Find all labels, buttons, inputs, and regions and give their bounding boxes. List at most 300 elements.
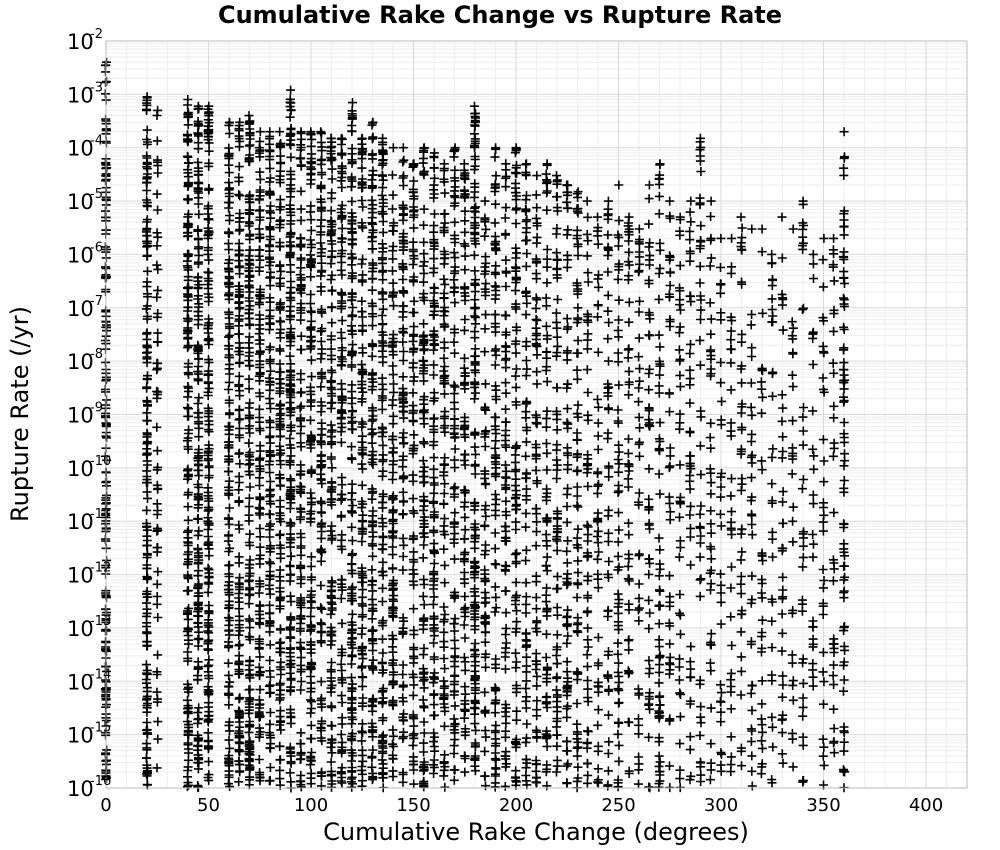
data-point xyxy=(338,778,347,787)
data-point xyxy=(439,617,448,626)
data-point xyxy=(399,372,408,381)
data-point xyxy=(480,521,489,530)
data-point xyxy=(357,418,366,427)
data-point xyxy=(389,143,398,152)
data-point xyxy=(430,512,439,521)
data-point xyxy=(512,716,521,725)
data-point xyxy=(317,354,326,363)
data-point xyxy=(542,781,551,790)
data-point xyxy=(327,206,336,215)
data-point xyxy=(563,346,572,355)
data-point xyxy=(429,465,438,474)
data-point xyxy=(563,380,572,389)
data-point xyxy=(451,614,460,623)
data-point xyxy=(275,766,284,775)
data-point xyxy=(327,771,336,780)
data-point xyxy=(563,314,572,323)
data-point xyxy=(409,691,418,700)
data-point xyxy=(153,650,162,659)
data-point xyxy=(389,380,398,389)
data-point xyxy=(552,383,561,392)
data-point xyxy=(409,430,418,439)
data-point xyxy=(470,266,479,275)
data-point xyxy=(204,564,213,573)
data-point xyxy=(307,226,316,235)
data-point xyxy=(532,517,541,526)
data-point xyxy=(388,700,397,709)
data-point xyxy=(553,192,562,201)
data-point xyxy=(153,228,162,237)
data-point xyxy=(357,663,366,672)
data-point xyxy=(327,439,336,448)
data-point xyxy=(409,471,418,480)
data-point xyxy=(471,450,480,459)
data-point xyxy=(327,688,336,697)
data-point xyxy=(255,559,264,568)
data-point xyxy=(194,393,203,402)
data-point xyxy=(307,734,316,743)
data-point xyxy=(142,154,151,163)
data-point xyxy=(327,587,336,596)
data-point xyxy=(245,246,254,255)
data-point xyxy=(574,401,583,410)
data-point xyxy=(276,554,285,563)
data-point xyxy=(287,403,296,412)
data-point xyxy=(450,349,459,358)
data-point xyxy=(153,688,162,697)
data-point xyxy=(327,455,336,464)
data-point xyxy=(501,527,510,536)
data-point xyxy=(440,280,449,289)
data-point xyxy=(153,580,162,589)
data-point xyxy=(317,170,326,179)
data-point xyxy=(255,455,264,464)
data-point xyxy=(287,675,296,684)
data-point xyxy=(501,363,510,372)
data-point xyxy=(522,763,531,772)
data-point xyxy=(368,552,377,561)
data-point xyxy=(398,433,407,442)
data-point xyxy=(460,326,469,335)
data-point xyxy=(194,714,203,723)
data-point xyxy=(358,438,367,447)
data-point xyxy=(440,722,449,731)
data-point xyxy=(512,169,521,178)
data-point xyxy=(460,513,469,522)
data-point xyxy=(419,695,428,704)
data-point xyxy=(574,336,583,345)
data-point xyxy=(542,439,551,448)
data-point xyxy=(235,449,244,458)
data-point xyxy=(286,288,295,297)
data-point xyxy=(183,343,192,352)
data-point xyxy=(153,169,162,178)
data-point xyxy=(225,561,234,570)
data-point xyxy=(522,720,531,729)
data-point xyxy=(368,646,377,655)
data-point xyxy=(256,543,265,552)
data-point xyxy=(388,401,397,410)
data-point xyxy=(224,144,233,153)
data-point xyxy=(450,456,459,465)
data-point xyxy=(348,455,357,464)
data-point xyxy=(460,216,469,225)
data-point xyxy=(450,776,459,785)
data-point xyxy=(470,251,479,260)
data-point xyxy=(348,157,357,166)
data-point xyxy=(255,245,264,254)
data-point xyxy=(194,130,203,139)
data-point xyxy=(276,496,285,505)
data-point xyxy=(184,526,193,535)
data-point xyxy=(297,402,306,411)
data-point xyxy=(348,480,357,489)
data-point xyxy=(389,370,398,379)
data-point xyxy=(480,232,489,241)
data-point xyxy=(440,424,449,433)
data-point xyxy=(552,446,561,455)
data-point xyxy=(563,502,572,511)
data-point xyxy=(532,171,541,180)
data-point xyxy=(532,239,541,248)
data-point xyxy=(194,471,203,480)
data-point xyxy=(224,659,233,668)
data-point xyxy=(152,261,161,270)
data-point xyxy=(388,254,397,263)
data-point xyxy=(286,86,295,95)
data-point xyxy=(297,665,306,674)
data-point xyxy=(419,456,428,465)
data-point xyxy=(470,304,479,313)
data-point xyxy=(409,780,418,789)
data-point xyxy=(276,333,285,342)
data-point xyxy=(245,191,254,200)
data-point xyxy=(388,740,397,749)
data-point xyxy=(378,597,387,606)
data-point xyxy=(512,559,521,568)
data-point xyxy=(419,319,428,328)
data-point xyxy=(265,627,274,636)
data-point xyxy=(553,515,562,524)
data-point xyxy=(378,545,387,554)
data-point xyxy=(337,271,346,280)
data-point xyxy=(563,204,572,213)
data-point xyxy=(439,637,448,646)
data-point xyxy=(450,186,459,195)
data-point xyxy=(573,303,582,312)
data-point xyxy=(143,251,152,260)
data-point xyxy=(461,207,470,216)
data-point xyxy=(491,153,500,162)
data-point xyxy=(521,207,530,216)
data-point xyxy=(245,384,254,393)
data-point xyxy=(265,510,274,519)
data-point xyxy=(450,508,459,517)
data-point xyxy=(501,165,510,174)
data-point xyxy=(521,452,530,461)
data-point xyxy=(512,606,521,615)
data-point xyxy=(153,286,162,295)
data-point xyxy=(419,238,428,247)
data-point xyxy=(553,756,562,765)
data-point xyxy=(276,159,285,168)
data-point xyxy=(337,234,346,243)
data-point xyxy=(266,490,275,499)
data-point xyxy=(235,525,244,534)
data-point xyxy=(409,752,418,761)
data-point xyxy=(306,180,315,189)
data-point xyxy=(532,203,541,212)
data-point xyxy=(296,404,305,413)
data-point xyxy=(204,716,213,725)
data-point xyxy=(142,408,151,417)
data-point xyxy=(563,449,572,458)
data-point xyxy=(502,443,511,452)
data-point xyxy=(481,541,490,550)
data-point xyxy=(470,295,479,304)
data-point xyxy=(460,239,469,248)
data-point xyxy=(398,174,407,183)
data-point xyxy=(317,129,326,138)
data-point xyxy=(553,673,562,682)
data-point xyxy=(235,358,244,367)
data-point xyxy=(337,438,346,447)
data-point xyxy=(316,603,325,612)
data-point xyxy=(430,181,439,190)
data-point xyxy=(502,608,511,617)
data-point xyxy=(532,304,541,313)
data-point xyxy=(378,385,387,394)
data-point xyxy=(491,270,500,279)
data-point xyxy=(327,399,336,408)
data-point xyxy=(297,645,306,654)
data-point xyxy=(286,768,295,777)
data-point xyxy=(358,464,367,473)
data-point xyxy=(542,584,551,593)
data-point xyxy=(481,442,490,451)
data-point xyxy=(460,705,469,714)
data-point xyxy=(563,490,572,499)
data-point xyxy=(235,226,244,235)
data-point xyxy=(420,600,429,609)
data-point xyxy=(439,603,448,612)
data-point xyxy=(368,586,377,595)
data-point xyxy=(522,195,531,204)
data-point xyxy=(522,437,531,446)
data-point xyxy=(420,257,429,266)
data-point xyxy=(521,160,530,169)
data-point xyxy=(265,386,274,395)
data-point xyxy=(153,592,162,601)
data-point xyxy=(420,478,429,487)
data-point xyxy=(409,345,418,354)
data-point xyxy=(275,774,284,783)
data-point xyxy=(297,332,306,341)
data-point xyxy=(296,728,305,737)
data-point xyxy=(378,558,387,567)
data-point xyxy=(512,707,521,716)
data-point xyxy=(429,453,438,462)
data-point xyxy=(369,133,378,142)
data-point xyxy=(235,405,244,414)
data-point xyxy=(388,266,397,275)
data-point xyxy=(368,182,377,191)
data-point xyxy=(338,480,347,489)
data-point xyxy=(429,729,438,738)
data-point xyxy=(286,113,295,122)
data-point xyxy=(522,653,531,662)
data-point xyxy=(337,769,346,778)
data-point xyxy=(399,143,408,152)
data-point xyxy=(357,135,366,144)
data-point xyxy=(532,466,541,475)
data-point xyxy=(224,239,233,248)
data-point xyxy=(461,242,470,251)
data-point xyxy=(522,236,531,245)
data-point xyxy=(532,577,541,586)
data-point xyxy=(552,230,561,239)
data-point xyxy=(440,254,449,263)
data-point xyxy=(194,138,203,147)
data-point xyxy=(153,111,162,120)
data-point xyxy=(348,229,357,238)
data-point xyxy=(501,282,510,291)
data-point xyxy=(574,209,583,218)
data-point xyxy=(265,293,274,302)
data-point xyxy=(429,254,438,263)
data-point xyxy=(225,409,234,418)
data-point xyxy=(235,738,244,747)
data-point xyxy=(142,694,151,703)
data-point xyxy=(194,178,203,187)
data-point xyxy=(419,506,428,515)
data-point xyxy=(276,274,285,283)
data-point xyxy=(470,719,479,728)
data-point xyxy=(562,198,571,207)
data-point xyxy=(542,348,551,357)
data-point xyxy=(307,704,316,713)
data-point xyxy=(378,311,387,320)
data-point xyxy=(337,288,346,297)
data-point xyxy=(153,241,162,250)
data-point xyxy=(532,527,541,536)
data-point xyxy=(184,341,193,350)
data-point xyxy=(481,505,490,514)
data-point xyxy=(348,633,357,642)
data-point xyxy=(255,329,264,338)
data-point xyxy=(440,189,449,198)
data-point xyxy=(246,230,255,239)
data-point xyxy=(245,599,254,608)
data-point xyxy=(143,277,152,286)
data-point xyxy=(266,776,275,785)
data-point xyxy=(204,371,213,380)
data-point xyxy=(297,345,306,354)
data-point xyxy=(522,310,531,319)
data-point xyxy=(532,190,541,199)
data-point xyxy=(399,778,408,787)
data-point xyxy=(388,171,397,180)
data-point xyxy=(511,286,520,295)
data-point xyxy=(358,694,367,703)
data-point xyxy=(265,325,274,334)
data-point xyxy=(204,728,213,737)
data-point xyxy=(378,239,387,248)
data-point xyxy=(183,782,192,791)
data-point xyxy=(265,357,274,366)
data-point xyxy=(143,126,152,135)
data-point xyxy=(327,421,336,430)
data-point xyxy=(532,672,541,681)
data-point xyxy=(153,600,162,609)
data-point xyxy=(347,757,356,766)
data-point xyxy=(563,747,572,756)
data-point xyxy=(419,553,428,562)
data-point xyxy=(399,288,408,297)
data-point xyxy=(153,329,162,338)
data-point xyxy=(337,352,346,361)
data-point xyxy=(368,439,377,448)
data-point xyxy=(521,556,530,565)
data-point xyxy=(317,677,326,686)
data-point xyxy=(481,638,490,647)
data-point xyxy=(276,167,285,176)
data-point xyxy=(316,618,325,627)
data-point xyxy=(409,555,418,564)
chart-title: Cumulative Rake Change vs Rupture Rate xyxy=(217,1,783,29)
data-point xyxy=(153,735,162,744)
data-point xyxy=(563,420,572,429)
data-point xyxy=(409,565,418,574)
data-point xyxy=(286,562,295,571)
data-point xyxy=(409,177,418,186)
data-point xyxy=(317,452,326,461)
data-point xyxy=(378,405,387,414)
data-point xyxy=(501,418,510,427)
data-point xyxy=(440,479,449,488)
data-point xyxy=(328,286,337,295)
data-point xyxy=(275,389,284,398)
data-point xyxy=(255,652,264,661)
data-point xyxy=(224,537,233,546)
data-point xyxy=(265,609,274,618)
data-point xyxy=(502,389,511,398)
data-point xyxy=(491,772,500,781)
data-point xyxy=(142,416,151,425)
data-point xyxy=(245,141,254,150)
data-point xyxy=(317,424,326,433)
data-point xyxy=(471,213,480,222)
data-point xyxy=(235,330,244,339)
data-point xyxy=(573,492,582,501)
data-point xyxy=(256,127,265,136)
data-point xyxy=(460,714,469,723)
data-point xyxy=(235,304,244,313)
data-point xyxy=(286,634,295,643)
data-point xyxy=(430,559,439,568)
data-point xyxy=(306,236,315,245)
data-point xyxy=(553,264,562,273)
data-point xyxy=(347,495,356,504)
data-point xyxy=(409,377,418,386)
data-point xyxy=(235,558,244,567)
data-point xyxy=(470,193,479,202)
data-point xyxy=(501,630,510,639)
data-point xyxy=(347,673,356,682)
data-point xyxy=(460,768,469,777)
data-point xyxy=(306,165,315,174)
data-point xyxy=(306,207,315,216)
